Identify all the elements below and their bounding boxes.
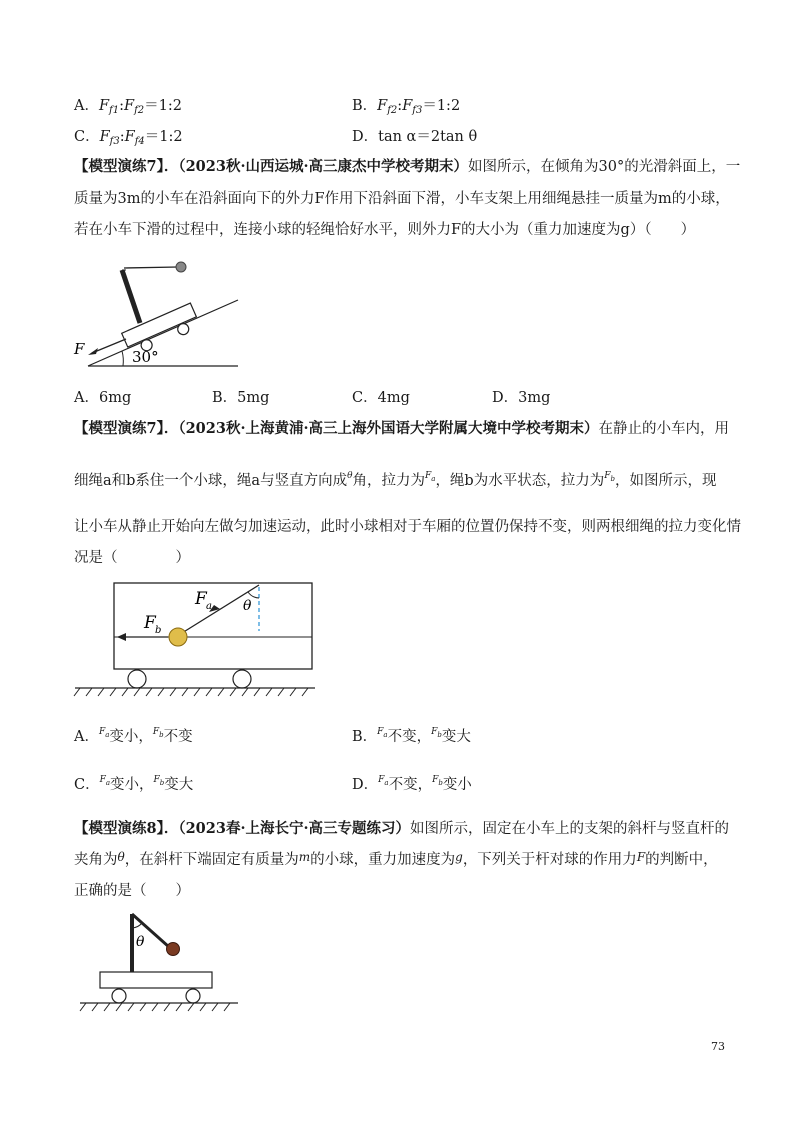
stand-pole	[122, 270, 140, 323]
q1-option-c[interactable]: C．4mg	[352, 390, 410, 406]
cart-body	[100, 972, 212, 988]
ball	[176, 262, 186, 272]
q2-option-b[interactable]: B．$^{Fa}$不变，$^{Fb}$变大	[352, 727, 471, 745]
q1-line1: 【模型演练7】．（2023秋·山西运城·高三康杰中学校考期末）如图所示，在倾角为30°的光滑斜面上，一	[74, 158, 741, 175]
q1-option-b[interactable]: B．5mg	[212, 390, 270, 406]
q2-source: （2023秋·上海黄浦·高三上海外国语大学附属大境中学校考期末）	[178, 420, 599, 437]
q2-line1: 【模型演练7】．（2023秋·上海黄浦·高三上海外国语大学附属大境中学校考期末）在静止的小车内，用	[74, 420, 730, 437]
prev-option-d[interactable]: D．tan α＝2tan θ	[352, 129, 478, 145]
q3-line3: 正确的是（ ）	[74, 883, 190, 899]
q2-option-a[interactable]: A．$^{Fa}$变小，$^{Fb}$不变	[74, 727, 193, 745]
q1-line2: 质量为3m的小车在沿斜面向下的外力F作用下沿斜面下滑，小车支架上用细绳悬挂一质量为m的小球，	[74, 191, 730, 207]
wheel-left	[112, 989, 126, 1003]
angle-label: 30°	[132, 348, 159, 366]
wheel-right	[233, 670, 251, 688]
prev-option-c[interactable]: C．$F_{f3}:F_{f4}=1:2$	[74, 129, 183, 147]
q2-option-d[interactable]: D．$^{Fa}$不变，$^{Fb}$变小	[352, 775, 472, 793]
q1-figure-incline-cart	[70, 255, 250, 370]
q1-source: （2023秋·山西运城·高三康杰中学校考期末）	[178, 158, 469, 175]
fb-sub: b	[155, 625, 162, 636]
page-number: 73	[711, 1040, 725, 1053]
q3-figure-cart-rod	[70, 908, 260, 1020]
q2-option-c[interactable]: C．$^{Fa}$变小，$^{Fb}$变大	[74, 775, 194, 793]
q2-figure-car-ball	[70, 575, 320, 700]
wheel-right	[186, 989, 200, 1003]
q2-line2: 细绳a和b系住一个小球，绳a与竖直方向成$^\theta$角，拉力为$^{Fa}$，绳b为水平状态，拉力为$^{Fb}$，如图所示，现	[74, 471, 717, 489]
theta-label: θ	[243, 598, 252, 614]
q2-line3: 让小车从静止开始向左做匀加速运动，此时小球相对于车厢的位置仍保持不变，则两根细绳的拉力变化情	[74, 519, 741, 535]
q1-line3: 若在小车下滑的过程中，连接小球的轻绳恰好水平，则外力F的大小为（重力加速度为g）（ ）	[74, 222, 696, 238]
prev-option-b[interactable]: B．$F_{f2}:F_{f3}=1:2$	[352, 98, 461, 116]
q1-option-a[interactable]: A．6mg	[74, 390, 132, 406]
q1-option-d[interactable]: D．3mg	[492, 390, 551, 406]
q2-tag: 【模型演练7】．	[74, 420, 179, 437]
q3-tag: 【模型演练8】．	[74, 820, 179, 837]
ground-hatch	[80, 1003, 230, 1011]
incline-line	[88, 300, 238, 366]
wheel-left	[128, 670, 146, 688]
ground-hatch	[74, 688, 308, 696]
q2-line4: 况是（ ）	[74, 550, 190, 566]
ball	[167, 943, 180, 956]
fb-label: F	[144, 613, 156, 633]
force-label: F	[74, 340, 85, 358]
horizontal-string	[124, 267, 178, 268]
q3-line2: 夹角为$^\theta$，在斜杆下端固定有质量为$^m$的小球，重力加速度为$^g$，下列关于杆对球的作用力$^F$的判断中，	[74, 850, 718, 868]
q3-line1: 【模型演练8】．（2023春·上海长宁·高三专题练习）如图所示，固定在小车上的支架的斜杆与竖直杆的	[74, 820, 730, 837]
fa-sub: a	[206, 601, 212, 612]
fa-label: F	[195, 589, 207, 609]
q1-tag: 【模型演练7】．	[74, 158, 179, 175]
prev-option-a[interactable]: A．$F_{f1}:F_{f2}=1:2$	[74, 98, 182, 116]
q3-source: （2023春·上海长宁·高三专题练习）	[178, 820, 411, 837]
theta-label: θ	[136, 934, 145, 950]
ball	[169, 628, 187, 646]
